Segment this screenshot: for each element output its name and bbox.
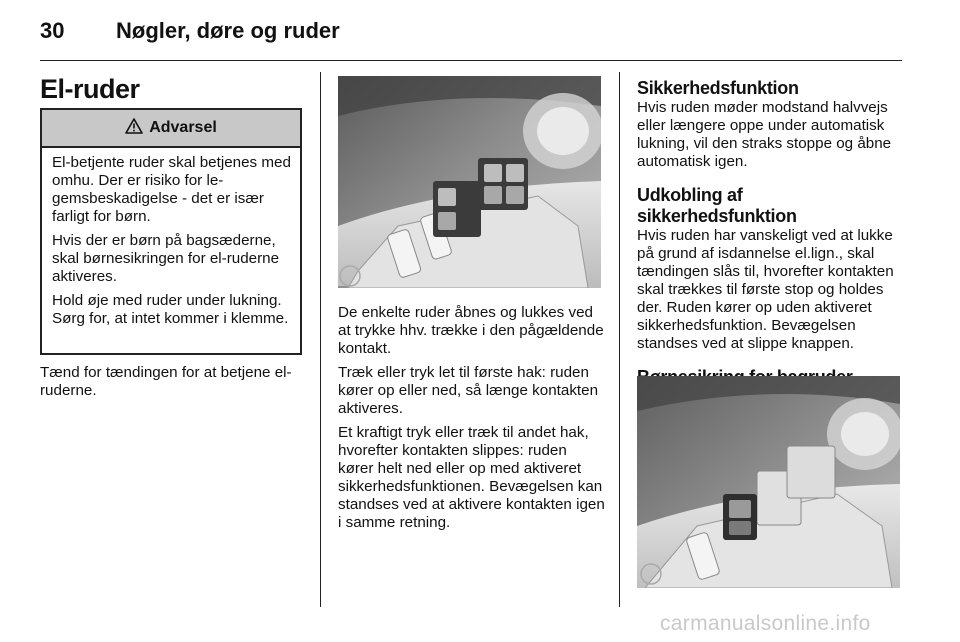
column-divider-2	[619, 72, 620, 607]
column-1-text	[40, 364, 302, 406]
column-2-text	[338, 304, 606, 538]
warning-header	[42, 110, 300, 148]
warning-paragraph: Hold øje med ruder under lukning. Sørg for, at intet kommer i klemme.	[52, 292, 289, 327]
body-paragraph: Et kraftigt tryk eller træk til andet hak, hvorefter kontakten slippes: ruden kører helt ned eller op med aktiveret sikkerhedsfunktionen. Bevægelsen kan standses ved at aktivere kontakten igen i samme retning.	[338, 424, 605, 531]
warning-paragraph: Hvis der er børn på bagsæderne, skal børnesikringen for el-ruderne aktiveres.	[52, 232, 280, 285]
body-paragraph: Hvis ruden har vanskeligt ved at lukke på grund af isdannelse el.lign., skal tændingen slås til, hvorefter kontakten skal trækkes til første stop og holdes der. Ruden kører op uden aktiveret sikkerhedsfunktion. Bevægelsen standses ved at slippe knappen.	[637, 227, 894, 352]
header-divider	[40, 60, 902, 61]
body-paragraph: Tænd for tændingen for at betjene elruderne.	[40, 364, 292, 399]
warning-triangle-icon	[125, 118, 143, 139]
warning-title: Advarsel	[149, 119, 217, 136]
window-switch-photo	[338, 76, 601, 288]
warning-paragraph: El-betjente ruder skal betjenes med omhu. Der er risiko for legemsbeskadigelse - det er især farligt for børn.	[52, 154, 291, 225]
column-3-text	[637, 78, 903, 388]
page-number: 30	[40, 18, 65, 43]
child-lock-switch-photo	[637, 376, 900, 588]
warning-box	[40, 108, 302, 355]
page-header	[40, 18, 900, 48]
section-title: El-ruder	[40, 74, 140, 104]
column-divider-1	[320, 72, 321, 607]
body-paragraph: De enkelte ruder åbnes og lukkes ved at trykke hhv. trække i den pågældende kontakt.	[338, 304, 604, 357]
warning-body	[42, 148, 300, 328]
running-title: Nøgler, døre og ruder	[116, 18, 340, 43]
heading-override-safety: Udkobling af sikkerhedsfunktion	[637, 185, 797, 226]
body-paragraph: Hvis ruden møder modstand halvvejs eller længere oppe under automatisk lukning, vil den straks stoppe og åbne automatisk igen.	[637, 99, 892, 170]
body-paragraph: Træk eller tryk let til første hak: ruden kører op eller ned, så længe kontakten aktiveres.	[338, 364, 599, 417]
watermark: carmanualsonline.info	[660, 612, 871, 635]
heading-safety-function: Sikkerhedsfunktion	[637, 78, 799, 98]
